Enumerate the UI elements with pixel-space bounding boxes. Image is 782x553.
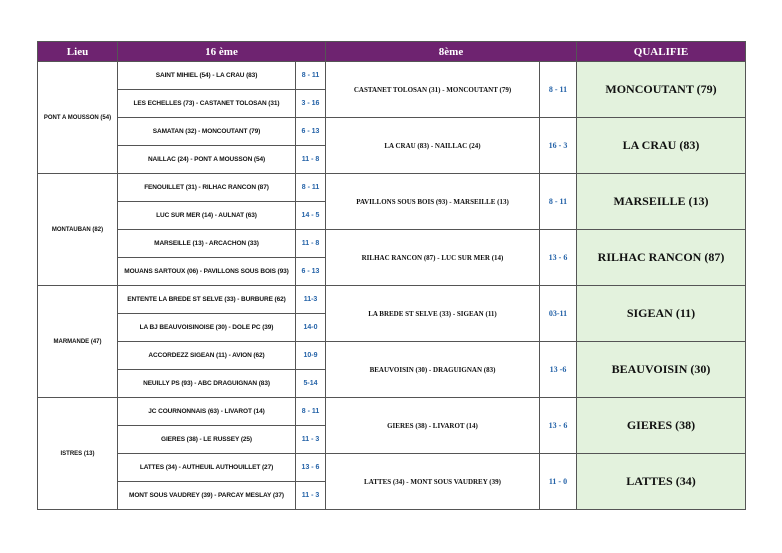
bracket-table (37, 41, 746, 510)
r16-score: 13 - 6 (296, 454, 326, 482)
table-row (38, 342, 746, 370)
qualified-team: GIERES (38) (577, 398, 746, 454)
qualified-team: MARSEILLE (13) (577, 174, 746, 230)
r8-match: LA BREDE ST SELVE (33) - SIGEAN (11) (326, 286, 540, 342)
venue-cell: PONT A MOUSSON (54) (38, 62, 118, 174)
r16-match: JC COURNONNAIS (63) - LIVAROT (14) (118, 398, 296, 426)
r8-score: 11 - 0 (540, 454, 577, 510)
r16-match: MARSEILLE (13) - ARCACHON (33) (118, 230, 296, 258)
r16-score: 8 - 11 (296, 62, 326, 90)
r16-match: ENTENTE LA BREDE ST SELVE (33) - BURBURE (62) (118, 286, 296, 314)
r16-match: SAINT MIHIEL (54) - LA CRAU (83) (118, 62, 296, 90)
r16-match: GIERES (38) - LE RUSSEY (25) (118, 426, 296, 454)
r16-score: 8 - 11 (296, 174, 326, 202)
r8-score: 13 - 6 (540, 230, 577, 286)
table-row (38, 454, 746, 482)
header-qualifie: QUALIFIE (577, 42, 746, 62)
r16-match: LUC SUR MER (14) - AULNAT (63) (118, 202, 296, 230)
r16-score: 14 - 5 (296, 202, 326, 230)
r16-score: 10-9 (296, 342, 326, 370)
r8-score: 16 - 3 (540, 118, 577, 174)
table-row (38, 174, 746, 202)
r16-match: NAILLAC (24) - PONT A MOUSSON (54) (118, 146, 296, 174)
r16-match: NEUILLY PS (93) - ABC DRAGUIGNAN (83) (118, 370, 296, 398)
table-row (38, 398, 746, 426)
r8-score: 03-11 (540, 286, 577, 342)
r8-score: 8 - 11 (540, 174, 577, 230)
r8-match: LATTES (34) - MONT SOUS VAUDREY (39) (326, 454, 540, 510)
r16-score: 11 - 3 (296, 426, 326, 454)
r16-match: LATTES (34) - AUTHEUIL AUTHOUILLET (27) (118, 454, 296, 482)
qualified-team: BEAUVOISIN (30) (577, 342, 746, 398)
qualified-team: RILHAC RANCON (87) (577, 230, 746, 286)
r8-score: 13 -6 (540, 342, 577, 398)
qualified-team: SIGEAN (11) (577, 286, 746, 342)
r16-score: 5-14 (296, 370, 326, 398)
qualified-team: LA CRAU (83) (577, 118, 746, 174)
r16-match: LA BJ BEAUVOISINOISE (30) - DOLE PC (39) (118, 314, 296, 342)
venue-cell: MARMANDE (47) (38, 286, 118, 398)
table-row (38, 286, 746, 314)
header-lieu: Lieu (38, 42, 118, 62)
r16-match: ACCORDEZZ SIGEAN (11) - AVION (62) (118, 342, 296, 370)
r16-match: FENOUILLET (31) - RILHAC RANCON (87) (118, 174, 296, 202)
r8-score: 8 - 11 (540, 62, 577, 118)
r16-score: 14-0 (296, 314, 326, 342)
table-row (38, 62, 746, 90)
r16-score: 11 - 8 (296, 146, 326, 174)
qualified-team: MONCOUTANT (79) (577, 62, 746, 118)
r16-score: 6 - 13 (296, 258, 326, 286)
r8-match: LA CRAU (83) - NAILLAC (24) (326, 118, 540, 174)
r16-score: 11-3 (296, 286, 326, 314)
r16-score: 8 - 11 (296, 398, 326, 426)
venue-cell: MONTAUBAN (82) (38, 174, 118, 286)
r8-match: CASTANET TOLOSAN (31) - MONCOUTANT (79) (326, 62, 540, 118)
r16-score: 3 - 16 (296, 90, 326, 118)
header-row (38, 42, 746, 62)
venue-cell: ISTRES (13) (38, 398, 118, 510)
r8-match: GIERES (38) - LIVAROT (14) (326, 398, 540, 454)
r16-match: MOUANS SARTOUX (06) - PAVILLONS SOUS BOIS (93) (118, 258, 296, 286)
header-16eme: 16 ème (118, 42, 326, 62)
qualified-team: LATTES (34) (577, 454, 746, 510)
table-row (38, 118, 746, 146)
r16-score: 11 - 3 (296, 482, 326, 510)
r8-score: 13 - 6 (540, 398, 577, 454)
r16-match: LES ECHELLES (73) - CASTANET TOLOSAN (31) (118, 90, 296, 118)
r16-match: SAMATAN (32) - MONCOUTANT (79) (118, 118, 296, 146)
table-row (38, 230, 746, 258)
r8-match: RILHAC RANCON (87) - LUC SUR MER (14) (326, 230, 540, 286)
r16-score: 11 - 8 (296, 230, 326, 258)
header-8eme: 8ème (326, 42, 577, 62)
r16-score: 6 - 13 (296, 118, 326, 146)
r8-match: BEAUVOISIN (30) - DRAGUIGNAN (83) (326, 342, 540, 398)
r8-match: PAVILLONS SOUS BOIS (93) - MARSEILLE (13) (326, 174, 540, 230)
r16-match: MONT SOUS VAUDREY (39) - PARCAY MESLAY (37) (118, 482, 296, 510)
